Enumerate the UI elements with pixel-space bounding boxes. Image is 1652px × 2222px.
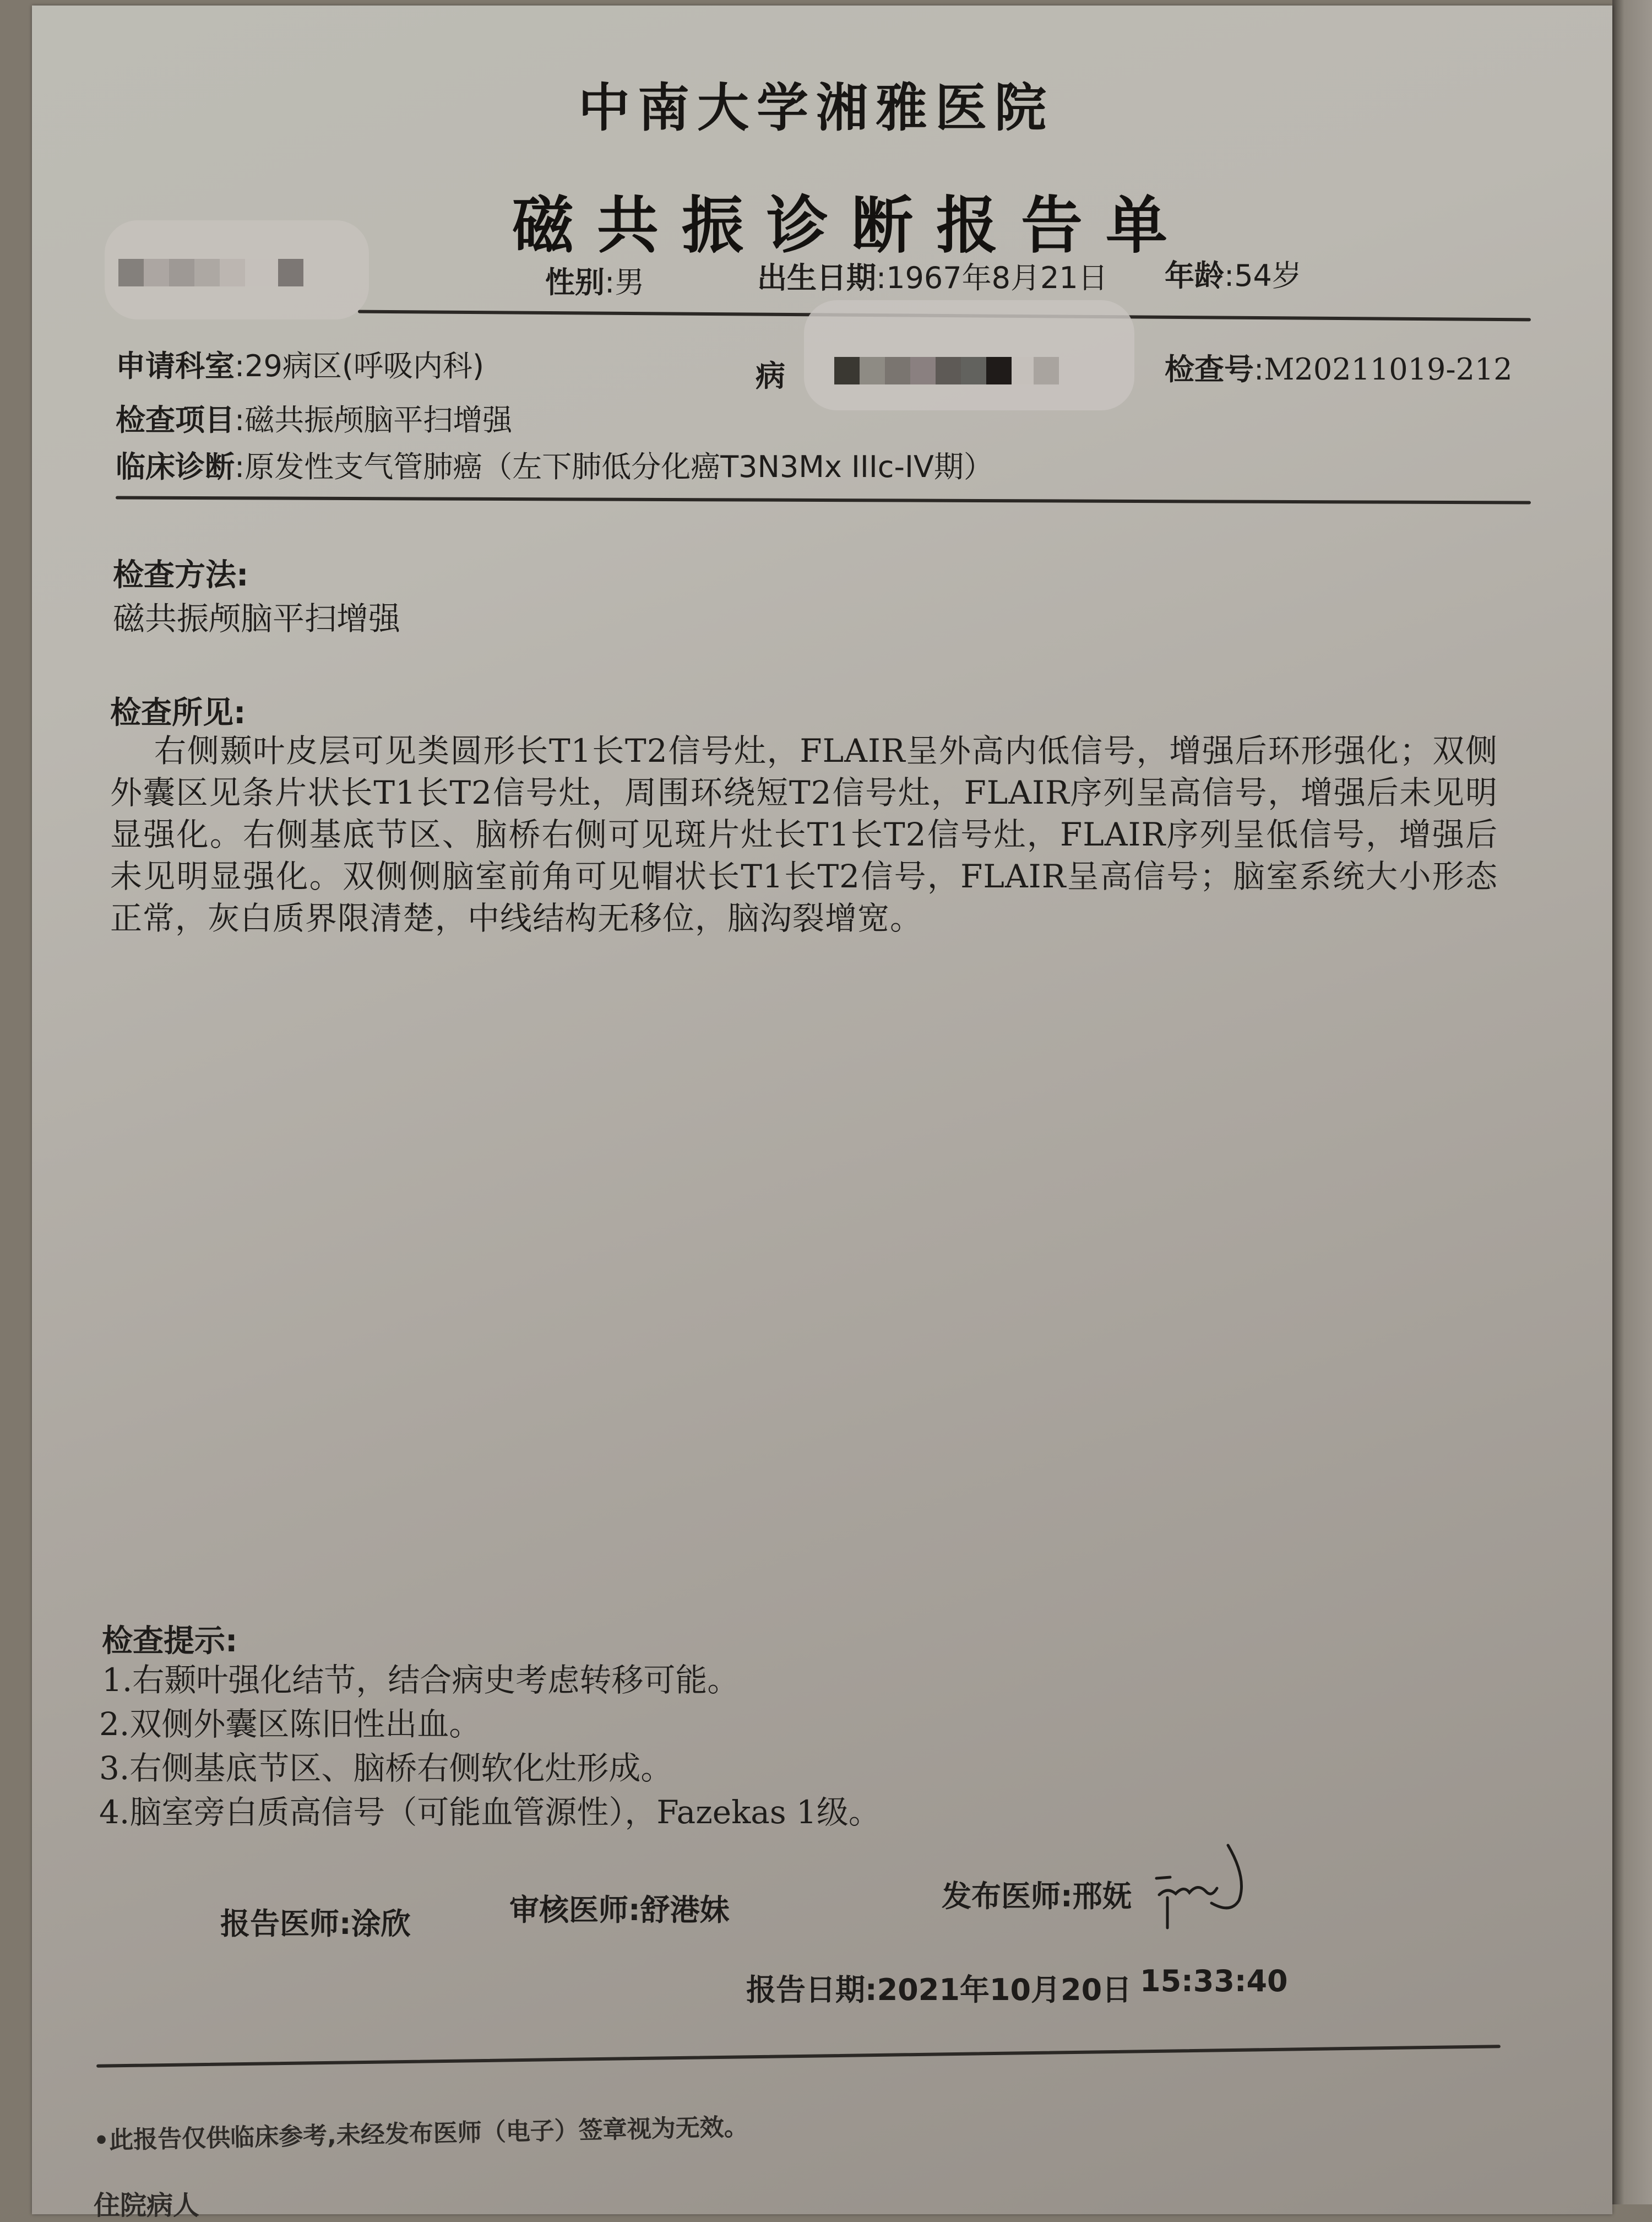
hospital-name: 中南大学湘雅医院 <box>578 78 1055 138</box>
dept-value: 29病区(呼吸内科) <box>244 349 485 383</box>
method-text: 磁共振颅脑平扫增强 <box>113 600 401 637</box>
method-title: 检查方法: <box>113 557 249 593</box>
redaction-patch-ward <box>804 300 1134 410</box>
report-title: 磁共振诊断报告单 <box>512 190 1191 262</box>
report-time: 15:33:40 <box>1140 1964 1288 1998</box>
report-date: 报告日期:2021年10月20日 <box>746 1972 1132 2007</box>
exam-no-field: 检查号:M20211019-212 <box>1165 352 1513 387</box>
birth-field: 出生日期:1967年8月21日 <box>757 261 1108 295</box>
birth-value: 1967年8月21日 <box>886 261 1108 295</box>
impression-item-2: 2.双侧外囊区陈旧性出血。 <box>99 1705 481 1743</box>
clinical-dx-field: 临床诊断:原发性支气管肺癌（左下肺低分化癌T3N3Mx IIIc-IV期） <box>116 449 993 484</box>
gender-value: 男 <box>615 265 645 300</box>
exam-no-value: M20211019-212 <box>1264 352 1513 387</box>
clinical-dx-label: 临床诊断 <box>116 449 235 484</box>
background-edge <box>1612 0 1652 2204</box>
impression-item-3: 3.右侧基底节区、脑桥右侧软化灶形成。 <box>99 1749 673 1787</box>
clinical-dx-value: 原发性支气管肺癌（左下肺低分化癌T3N3Mx IIIc-IV期） <box>244 449 993 484</box>
findings-text: 右侧颞叶皮层可见类圆形长T1长T2信号灶，FLAIR呈外高内低信号，增强后环形强化；双侧外囊区见条片状长T1长T2信号灶，周围环绕短T2信号灶，FLAIR序列呈高信号，增强后未见明显强化。右侧基底节区、脑桥右侧可见斑片灶长T1长T2信号灶，FLAIR序列呈低信号，增强后未见明显强化。双侧侧脑室前角可见帽状长T1长T2信号，FLAIR呈高信号；脑室系统大小形态正常，灰白质界限清楚，中线结构无移位，脑沟裂增宽。 <box>110 732 1498 937</box>
gender-field: 性别:男 <box>545 265 645 300</box>
exam-item-field: 检查项目:磁共振颅脑平扫增强 <box>116 403 513 437</box>
birth-label: 出生日期 <box>757 261 876 295</box>
exam-item-value: 磁共振颅脑平扫增强 <box>244 403 513 437</box>
exam-item-label: 检查项目 <box>116 403 235 437</box>
report-doctor: 报告医师:涂欣 <box>220 1906 411 1941</box>
handwritten-signature-icon <box>1145 1834 1256 1944</box>
release-doctor: 发布医师:邢妩 <box>942 1879 1132 1914</box>
redaction-patch <box>105 220 369 319</box>
age-field: 年龄:54岁 <box>1165 258 1302 293</box>
exam-no-label: 检查号 <box>1165 352 1254 387</box>
disclaimer-note: •此报告仅供临床参考,未经发布医师（电子）签章视为无效。 <box>93 2113 749 2155</box>
impression-title: 检查提示: <box>102 1623 238 1659</box>
footer-partial-text: 住院病人 <box>94 2190 200 2221</box>
impression-item-4: 4.脑室旁白质高信号（可能血管源性），Fazekas 1级。 <box>99 1793 881 1831</box>
review-doctor: 审核医师:舒港妹 <box>509 1893 730 1927</box>
dept-label: 申请科室 <box>116 349 235 383</box>
ward-label: 病 <box>756 359 785 393</box>
redacted-ward <box>834 357 1059 384</box>
age-value: 54岁 <box>1234 258 1302 293</box>
age-label: 年龄 <box>1165 258 1224 293</box>
impression-item-1: 1.右颞叶强化结节，结合病史考虑转移可能。 <box>102 1661 740 1699</box>
gender-label: 性别 <box>545 265 605 300</box>
findings-title: 检查所见: <box>110 695 246 731</box>
ward-field <box>756 353 785 395</box>
dept-field: 申请科室:29病区(呼吸内科) <box>116 349 485 383</box>
